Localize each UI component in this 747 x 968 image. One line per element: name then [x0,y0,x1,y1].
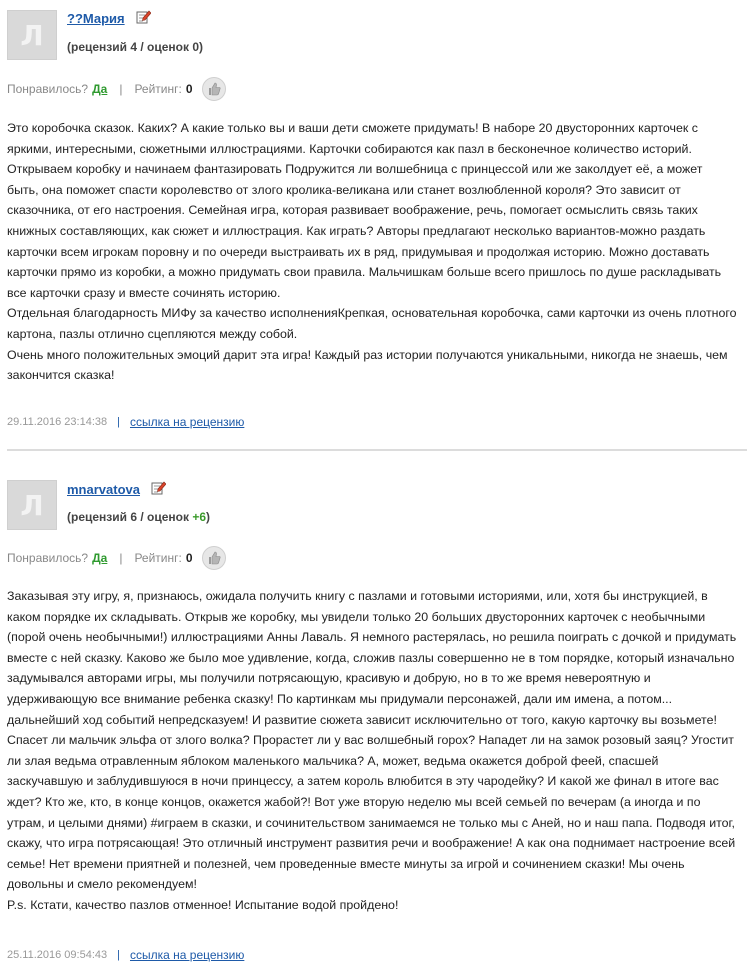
username-link[interactable]: ??Мария [67,11,125,26]
thumbs-up-icon[interactable] [202,77,226,101]
review-date: 25.11.2016 09:54:43 [7,949,108,961]
review-stats-close: ) [206,510,211,524]
avatar[interactable] [7,480,57,530]
separator: | [119,551,123,565]
review-text [7,118,737,386]
username-link[interactable]: mnarvatova [67,482,140,497]
review-paragraph: Это коробочка сказок. Каких? А какие только вы и ваши дети сможете придумать! В наборе 20 двусторонних карточек с яркими, интересными, сюжетными иллюстрациями. Карточки собираются как пазл в бесконечное количество историй. Открываем коробку и начинаем фантазировать Подружится ли волшебница с принцессой или же заколдует её, а может быть, она поможет спасти королевство от злого кролика-великана или станет возлюбленной короля? Это зависит от сказочника, от его настроения. Семейная игра, которая развивает воображение, речь, помогает осмыслить связь таких книжных составляющих, как сюжет и иллюстрация. Как играть? Авторы предлагают несколько вариантов-можно раздать карточки всем игрокам поровну и по очереди выстраивать их в ряд, придумывая и продолжая историю. Можно доставать карточки прямо из коробки, а можно придумать свои правила. Мальчишкам больше всего пришлось по душе раскладывать все карточки сразу и вместе сочинять историю. [7,121,722,300]
like-yes-link[interactable]: Да [92,82,108,96]
edit-icon[interactable] [136,9,151,24]
liked-label: Понравилось? [7,551,89,565]
separator: | [119,82,123,96]
rating-label: Рейтинг: [134,551,182,565]
review-paragraph: Отдельная благодарность МИФу за качество исполненияКрепкая, основательная коробочка, сами карточки из очень плотного картона, пазлы отлично сцепляются между собой. [7,306,737,341]
rating-value: 0 [185,82,193,96]
review-paragraph: Заказывая эту игру, я, признаюсь, ожидала получить книгу с пазлами и готовыми историями, или, хотя бы инструкцией, в каком порядке их складывать. Открыв же коробку, мы увидели только 20 больших двусторонних карточек с необычными (порой очень необычными!) иллюстрациями Анны Лаваль. Я немного растерялась, но решила поиграть с дочкой и придумать вместе с ней сказку. Каково же было мое удивление, когда, сложив пазлы совершенно не в том порядке, который изначально задумывался авторами игры, мы получили потрясающую, красивую и добрую, но в то же время невероятную и удерживающую все внимание ребенка сказку! По картинкам мы придумали персонажей, дали им имена, а потом... дальнейший ход событий непредсказуем! И развитие сюжета зависит исключительно от того, какую карточку вы возьмете! Спасет ли мальчик эльфа от злого волка? Прорастет ли у вас волшебный горох? Нападет ли на замок розовый заяц? Угостит ли злая ведьма отравленным яблоком маленького мальчика? А, может, ведьма окажется доброй феей, спасшей заскучавшую и заблудившуюся в ночи принцессу, а затем король влюбится в эту чародейку? И какой же финал в итоге вас ждет? Кто же, кто, в конце концов, окажется жабой?! Вот уже вторую неделю мы всей семьей по вечерам (а иногда и по утрам, и целыми днями) #играем в сказки, и сочинительством занимаемся не только мы с Аней, но и наш папа. Подводя итог, скажу, что игра потрясающая! Это отличный инструмент развития речи и воображение! А как она поднимает настроение всей семье! Нет времени приятней и полезней, чем проведенные вместе минуты за игрой и сочинением сказки! Мы очень довольны и смело рекомендуем! [7,589,737,892]
separator: | [117,949,120,961]
review-divider [7,449,747,451]
review-permalink[interactable]: ссылка на рецензию [129,948,245,962]
review-footer [7,948,244,962]
review-permalink[interactable]: ссылка на рецензию [129,415,245,429]
review-stats [67,510,210,524]
separator: | [117,416,120,428]
rating-value: 0 [185,551,193,565]
review-stats-text: (рецензий 6 / оценок [67,510,189,524]
edit-icon[interactable] [151,480,166,495]
review-footer [7,415,244,429]
review-paragraph: P.s. Кстати, качество пазлов отменное! Испытание водой пройдено! [7,897,399,912]
review-paragraph: Очень много положительных эмоций дарит эта игра! Каждый раз истории получаются уникальными, никогда не знаешь, чем закончится сказка! [7,347,728,383]
thumbs-up-icon[interactable] [202,546,226,570]
avatar-letter: Л [20,18,44,52]
rating-label: Рейтинг: [134,82,182,96]
avatar[interactable] [7,10,57,60]
likes-row [7,546,226,570]
liked-label: Понравилось? [7,82,89,96]
likes-row [7,77,226,101]
review-date: 29.11.2016 23:14:38 [7,416,108,428]
like-yes-link[interactable]: Да [92,551,108,565]
rating-plus: +6 [192,510,207,524]
review-stats: (рецензий 4 / оценок 0) [67,40,203,54]
review-text [7,586,737,916]
avatar-letter: Л [20,488,44,522]
